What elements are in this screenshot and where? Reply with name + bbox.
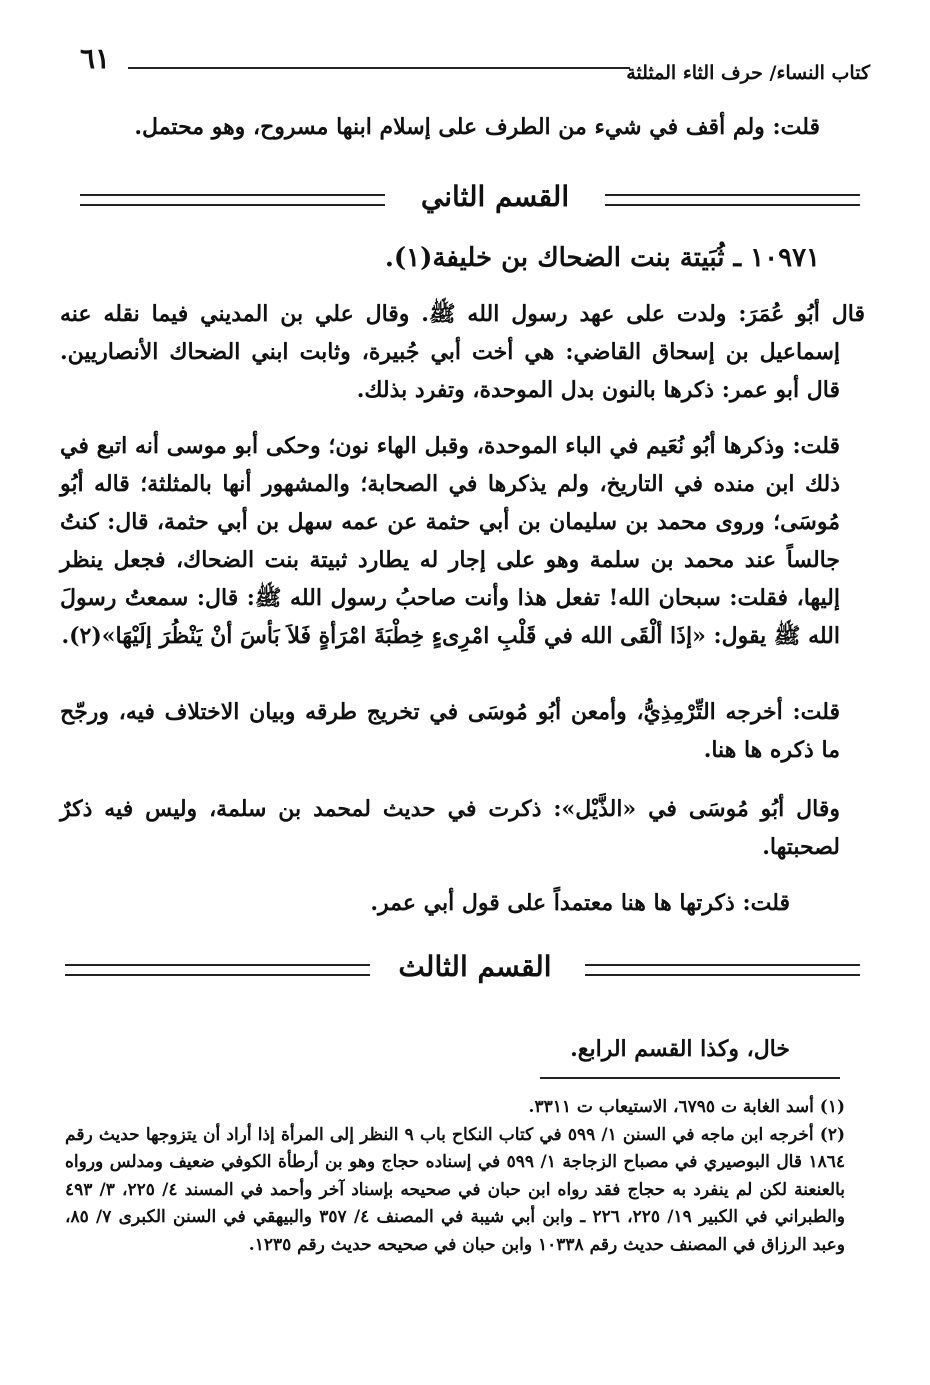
paragraph-abu-umar: قال أبُو عُمَرَ: ولدت على عهد رسول الله ﷺ. وقال علي بن المديني فيما نقله عنه إسماعيل بن إسحاق القاضي: هي أخت أبي جُبيرة، وثابت ابني الضحاك الأنصاريين. قال أبو عمر: ذكرها بالنون بدل الموحدة، وتفرد بذلك.: [60, 301, 865, 403]
header-rule: [128, 67, 630, 69]
page-number: ٦١: [80, 42, 111, 75]
section-three-text: خال، وكذا القسم الرابع.: [570, 1036, 790, 1062]
page-header: [70, 42, 870, 82]
section-three-title: القسم الثالث: [398, 950, 552, 983]
double-rule-left: [80, 194, 385, 206]
footnotes: [65, 1094, 845, 1259]
double-rule-right: [605, 194, 860, 206]
paragraph-abu-nuaym: قلت: وذكرها أبُو نُعَيم في الباء الموحدة، وقبل الهاء نون؛ وحكى أبو موسى أنه اتبع في ذلك ابن منده في التاريخ، ولم يذكرها في الصحابة؛ والمشهور أنها بالمثلثة؛ قاله أبُو مُوسَى؛ وروى محمد بن سليمان بن أبي حثمة عن عمه سهل بن أبي حثمة، قال: كنتُ جالساً عند محمد بن سلمة وهو على إجار له يطارد ثبيتة بنت الضحاك، فجعل ينظر إليها، فقلت: سبحان الله! تفعل هذا وأنت صاحبُ رسول الله ﷺ: قال: سمعتُ رسولَ الله ﷺ يقول: «إذَا ألْقَى الله في قَلْبِ امْرِىءٍ خِطْبَةَ امْرَأةٍ فَلاَ بَأسَ أنْ يَنْظُرَ إلَيْهَا»(٢).: [60, 433, 840, 649]
paragraph-tirmidhi: قلت: أخرجه التِّرْمِذِيُّ، وأمعن أبُو مُوسَى في تخريج طرقه وبيان الاختلاف فيه، ورجّح ما ذكره ها هنا.: [60, 699, 840, 763]
entry-title: ١٠٩٧١ ـ ثُبَيتة بنت الضحاك بن خليفة(١).: [384, 243, 820, 273]
section-three-heading: [65, 950, 860, 994]
section-two-title: القسم الثاني: [420, 180, 570, 213]
running-title: كتاب النساء/ حرف الثاء المثلثة: [626, 62, 870, 84]
footnote-2: (٢) أخرجه ابن ماجه في السنن ١/ ٥٩٩ في كتاب النكاح باب ٩ النظر إلى المرأة إذا أراد أن يتزوجها حديث رقم ١٨٦٤ قال البوصيري في مصباح الزجاجة ١/ ٥٩٩ في إسناده حجاج وهو بن أرطأة الكوفي ضعيف ومدلس ورواه بالعنعنة لكن لم ينفرد به حجاج فقد رواه ابن حبان في صحيحه بإسناد آخر وأحمد في المسند ٤/ ٢٢٥، ٣/ ٤٩٣ والطبراني في الكبير ١٩/ ٢٢٥، ٢٢٦ ـ وابن أبي شيبة في المصنف ٤/ ٣٥٧ والبيهقي في السنن الكبرى ٧/ ٨٥، وعبد الرزاق في المصنف حديث رقم ١٠٣٣٨ وابن حبان في صحيحه حديث رقم ١٢٣٥.: [65, 1124, 846, 1255]
intro-paragraph: قلت: ولم أقف في شيء من الطرف على إسلام ابنها مسروح، وهو محتمل.: [134, 114, 820, 140]
paragraph-conclusion: قلت: ذكرتها ها هنا معتمداً على قول أبي عمر.: [370, 890, 790, 916]
footnote-1: (١) أسد الغابة ت ٦٧٩٥، الاستيعاب ت ٣٣١١.: [528, 1097, 845, 1117]
double-rule-right: [585, 964, 860, 976]
double-rule-left: [65, 964, 370, 976]
footnote-separator: [540, 1077, 840, 1079]
paragraph-dhayl: وقال أبُو مُوسَى في «الذَّيْل»: ذكرت في حديث لمحمد بن سلمة، وليس فيه ذكرٌ لصحبتها.: [60, 796, 840, 860]
section-two-heading: [80, 180, 860, 224]
